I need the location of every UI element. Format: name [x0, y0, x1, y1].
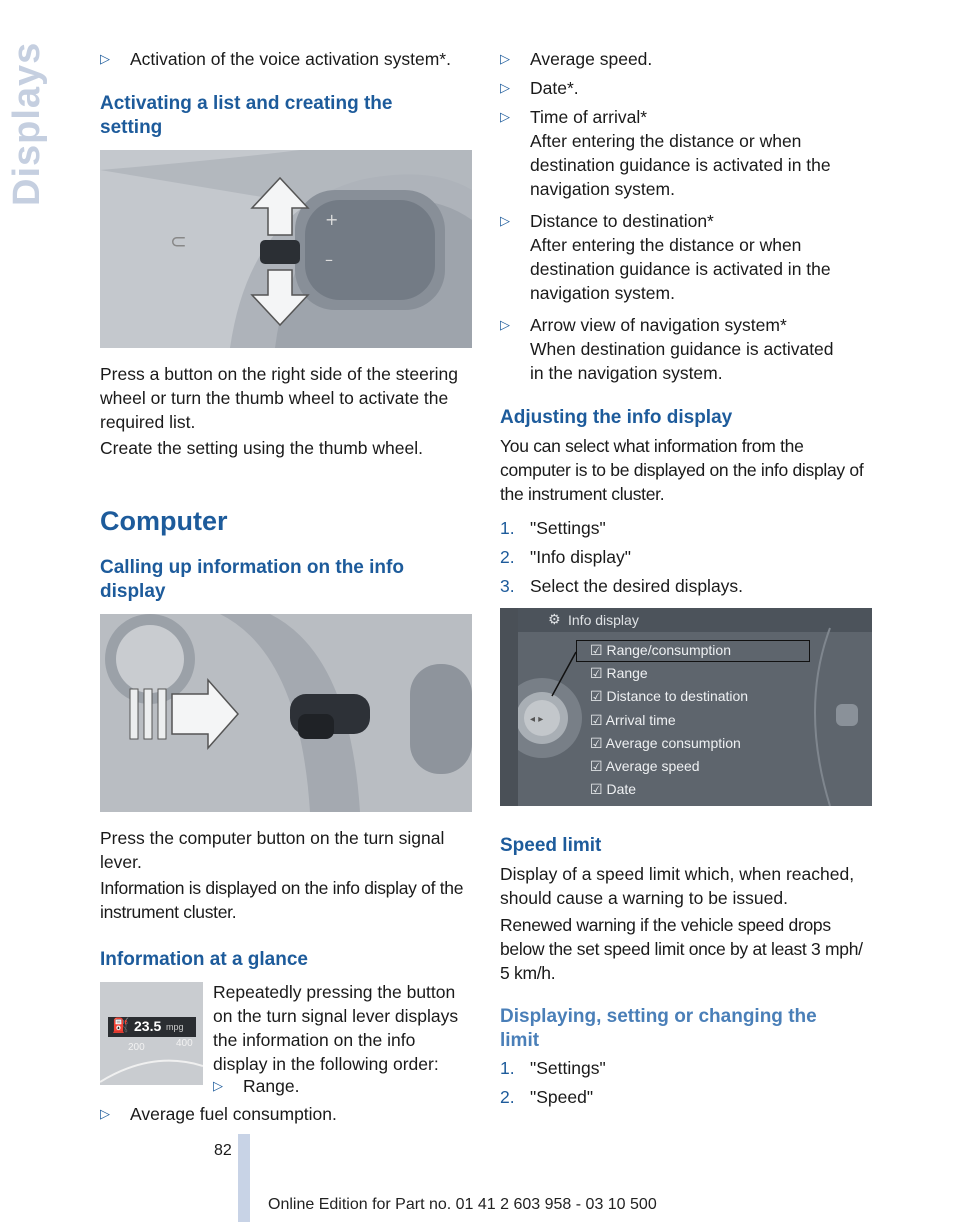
svg-text:◂ ▸: ◂ ▸ — [530, 714, 544, 725]
turn-signal-figure — [100, 614, 472, 812]
mini-display-unit: mpg — [166, 1022, 184, 1032]
bullet-average-fuel: ▷ Average fuel consumption. — [100, 1104, 337, 1124]
info-display-screen — [500, 608, 872, 806]
screen-item-range-consumption[interactable]: ☑ Range/consumption — [590, 642, 731, 658]
bullet-time-arrival-detail: After entering the distance or when destination guidance is activated in the navigation system. — [530, 131, 831, 199]
paragraph-info-displayed: Information is displayed on the info display of the instrument cluster. — [100, 878, 464, 922]
heading-info-glance: Information at a glance — [100, 949, 308, 970]
step2-1-settings: 1. "Settings" — [500, 1058, 606, 1078]
step2-2-speed: 2. "Speed" — [500, 1087, 594, 1107]
footer-bar — [238, 1134, 250, 1222]
paragraph-adjusting: You can select what information from the computer is to be displayed on the info display of the instrument cluster. — [500, 436, 864, 504]
paragraph-create-setting: Create the setting using the thumb wheel. — [100, 438, 423, 458]
mini-scale-b: 400 — [176, 1038, 193, 1049]
svg-text:⊂: ⊂ — [170, 229, 187, 253]
bullet-range: ▷ Range. — [213, 1076, 300, 1096]
triangle-bullet-icon: ▷ — [500, 51, 510, 66]
triangle-bullet-icon: ▷ — [500, 317, 510, 332]
mini-scale-a: 200 — [128, 1042, 145, 1053]
fuel-pump-icon: ⛽ — [112, 1017, 130, 1033]
bullet-arrow-view: ▷ Arrow view of navigation system* — [500, 315, 787, 335]
bullet-distance-destination: ▷ Distance to destination* — [500, 211, 714, 231]
footer-edition-text: Online Edition for Part no. 01 41 2 603 958 - 03 10 500 — [268, 1196, 657, 1213]
step-2-info-display: 2. "Info display" — [500, 547, 631, 567]
steering-wheel-illustration — [100, 150, 472, 348]
screen-item-avg-speed[interactable]: ☑ Average speed — [590, 758, 700, 774]
heading-displaying-limit: Displaying, setting or changing the limit — [500, 1006, 817, 1051]
svg-text:–: – — [325, 250, 333, 269]
triangle-bullet-icon: ▷ — [500, 109, 510, 124]
screen-title: Info display — [568, 612, 639, 628]
paragraph-repeatedly: Repeatedly pressing the button on the turn signal lever displays the information on the info display in the following order: — [213, 982, 459, 1074]
screen-item-distance[interactable]: ☑ Distance to destination — [590, 688, 749, 704]
mini-cluster-figure — [100, 982, 203, 1085]
screen-item-avg-consumption[interactable]: ☑ Average consumption — [590, 735, 741, 751]
screen-item-date[interactable]: ☑ Date — [590, 781, 637, 797]
turn-signal-illustration — [100, 614, 472, 812]
bullet-voice: ▷ Activation of the voice activation system*. — [100, 49, 451, 69]
screen-item-arrival[interactable]: ☑ Arrival time — [590, 712, 676, 728]
bullet-distance-detail: After entering the distance or when destination guidance is activated in the navigation system. — [530, 235, 831, 303]
paragraph-press-button: Press a button on the right side of the steering wheel or turn the thumb wheel to activate the required list. — [100, 364, 458, 432]
bullet-average-speed: ▷ Average speed. — [500, 49, 653, 69]
triangle-bullet-icon: ▷ — [500, 213, 510, 228]
triangle-bullet-icon: ▷ — [500, 80, 510, 95]
side-tab-label: Displays — [6, 41, 48, 206]
svg-text:+: + — [325, 210, 339, 229]
triangle-bullet-icon: ▷ — [100, 51, 110, 66]
heading-adjusting-info: Adjusting the info display — [500, 407, 733, 428]
bullet-arrow-view-detail: When destination guidance is activated in the navigation system. — [530, 339, 834, 383]
screen-controller-decor — [500, 608, 872, 806]
step-1-settings: 1. "Settings" — [500, 518, 606, 538]
heading-computer: Computer — [100, 506, 228, 536]
screen-item-range[interactable]: ☑ Range — [590, 665, 648, 681]
gear-icon: ⚙ — [548, 611, 561, 627]
paragraph-renewed-warning: Renewed warning if the vehicle speed drops below the set speed limit once by at least 3 mph/ 5 km/h. — [500, 915, 863, 983]
page-number: 82 — [214, 1142, 232, 1159]
heading-calling-up: Calling up information on the info display — [100, 557, 404, 602]
heading-activating-list: Activating a list and creating the setting — [100, 93, 393, 138]
paragraph-speed-limit: Display of a speed limit which, when reached, should cause a warning to be issued. — [500, 864, 855, 908]
triangle-bullet-icon: ▷ — [213, 1078, 223, 1093]
steering-wheel-figure — [100, 150, 472, 348]
bullet-time-arrival: ▷ Time of arrival* — [500, 107, 648, 127]
mini-gauge-arc — [100, 1042, 203, 1085]
bullet-date: ▷ Date*. — [500, 78, 579, 98]
side-tab — [0, 0, 62, 230]
step-3-select: 3. Select the desired displays. — [500, 576, 744, 596]
paragraph-computer-button: Press the computer button on the turn signal lever. — [100, 828, 445, 872]
triangle-bullet-icon: ▷ — [100, 1106, 110, 1121]
mini-display-value: 23.5 — [134, 1018, 162, 1034]
heading-speed-limit: Speed limit — [500, 835, 602, 856]
